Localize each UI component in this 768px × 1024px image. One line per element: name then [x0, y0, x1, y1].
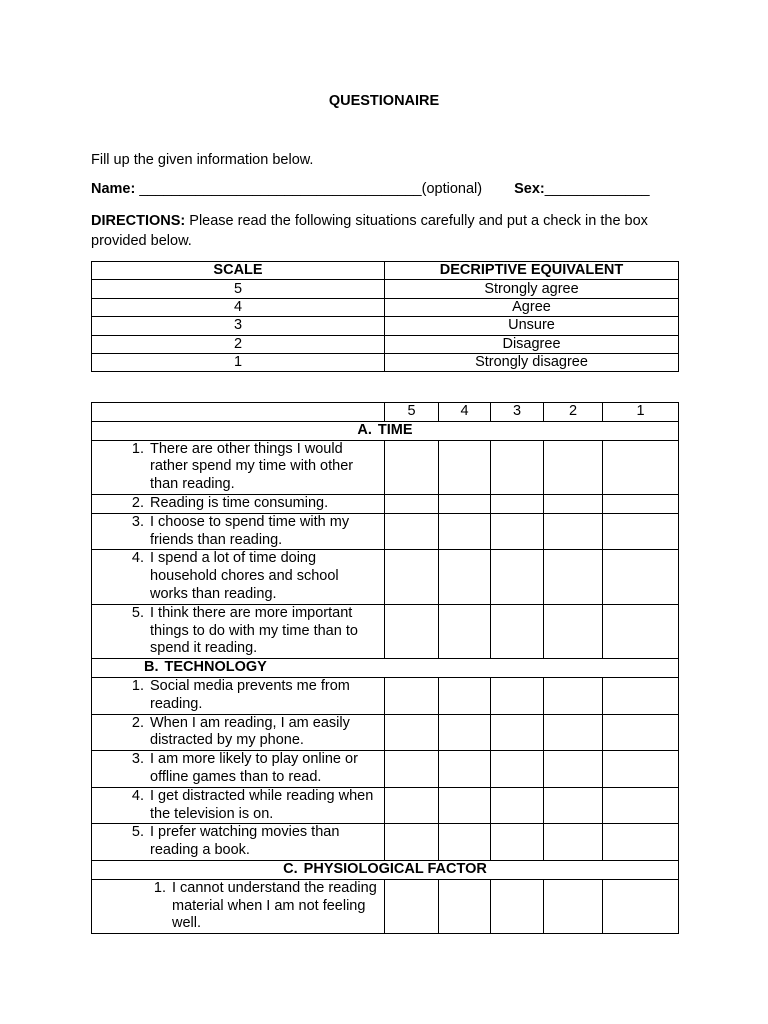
item-text: Social media prevents me from reading. [150, 677, 350, 712]
rating-box-3[interactable] [491, 879, 544, 933]
table-row [92, 751, 679, 788]
rating-box-4[interactable] [439, 751, 491, 788]
rating-box-2[interactable] [544, 550, 603, 604]
rating-box-2[interactable] [544, 513, 603, 550]
rating-box-1[interactable] [603, 879, 679, 933]
rating-box-2[interactable] [544, 824, 603, 861]
table-row [92, 513, 679, 550]
rating-box-5[interactable] [385, 787, 439, 824]
table-row [92, 317, 679, 335]
rating-box-4[interactable] [439, 714, 491, 751]
rating-box-3[interactable] [491, 677, 544, 714]
table-row [92, 824, 679, 861]
rating-header-3: 3 [491, 403, 544, 422]
rating-header-1: 1 [603, 403, 679, 422]
section-letter: A. [357, 421, 372, 438]
item-number: 5. [131, 824, 144, 841]
rating-box-3[interactable] [491, 714, 544, 751]
section-letter: C. [283, 860, 298, 877]
rating-box-5[interactable] [385, 824, 439, 861]
section-header-physiological [92, 860, 679, 879]
rating-box-1[interactable] [603, 714, 679, 751]
directions-text: Please read the following situations carefully and put a check in the box provided below. [91, 213, 648, 249]
table-row [92, 550, 679, 604]
item-text: I am more likely to play online or offline games than to read. [150, 751, 358, 785]
rating-box-5[interactable] [385, 714, 439, 751]
table-row [92, 714, 679, 751]
item-text: I spend a lot of time doing household chores and school works than reading. [150, 550, 339, 602]
rating-header-4: 4 [439, 403, 491, 422]
table-row [92, 353, 679, 371]
directions [91, 211, 681, 251]
item-text: I prefer watching movies than reading a book. [150, 824, 340, 859]
scale-value: 4 [92, 298, 385, 316]
table-row [92, 787, 679, 824]
section-title: PHYSIOLOGICAL FACTOR [303, 860, 487, 877]
rating-box-2[interactable] [544, 677, 603, 714]
rating-box-4[interactable] [439, 440, 491, 494]
optional-note: (optional) [421, 181, 483, 197]
rating-box-1[interactable] [603, 440, 679, 494]
scale-header: SCALE [92, 262, 385, 280]
item-number: 5. [131, 604, 144, 621]
page-title: QUESTIONAIRE [328, 93, 440, 109]
table-row [92, 494, 679, 513]
section-title: TECHNOLOGY [164, 659, 267, 676]
table-row [92, 879, 679, 933]
rating-box-4[interactable] [439, 824, 491, 861]
scale-value: 5 [92, 280, 385, 298]
item-text: Reading is time consuming. [150, 494, 329, 511]
rating-box-4[interactable] [439, 550, 491, 604]
item-number: 1. [131, 677, 144, 694]
rating-box-5[interactable] [385, 550, 439, 604]
rating-box-2[interactable] [544, 604, 603, 658]
rating-box-5[interactable] [385, 494, 439, 513]
scale-equivalent: Strongly disagree [385, 353, 679, 371]
name-sex-line [91, 181, 650, 197]
scale-equivalent: Unsure [385, 317, 679, 335]
rating-box-1[interactable] [603, 513, 679, 550]
rating-header-5: 5 [385, 403, 439, 422]
rating-box-3[interactable] [491, 440, 544, 494]
rating-box-5[interactable] [385, 513, 439, 550]
rating-box-2[interactable] [544, 440, 603, 494]
rating-box-2[interactable] [544, 751, 603, 788]
item-text: I think there are more important things to do with my time than to spend it reading. [150, 604, 358, 657]
rating-box-5[interactable] [385, 879, 439, 933]
item-text: There are other things I would rather spend my time with other than reading. [150, 440, 354, 493]
rating-box-3[interactable] [491, 604, 544, 658]
scale-table-header [92, 262, 679, 280]
rating-box-5[interactable] [385, 440, 439, 494]
table-row [92, 604, 679, 658]
rating-box-2[interactable] [544, 714, 603, 751]
rating-box-3[interactable] [491, 751, 544, 788]
rating-header-row [92, 403, 679, 422]
rating-box-3[interactable] [491, 550, 544, 604]
rating-box-3[interactable] [491, 494, 544, 513]
rating-box-2[interactable] [544, 879, 603, 933]
table-row [92, 677, 679, 714]
rating-box-5[interactable] [385, 677, 439, 714]
item-text: I cannot understand the reading material when I am not feeling well. [172, 879, 377, 932]
section-title: TIME [377, 421, 413, 438]
item-text: I get distracted while reading when the television is on. [150, 787, 374, 822]
scale-table [91, 261, 679, 372]
scale-value: 1 [92, 353, 385, 371]
sex-blank[interactable]: _____________ [544, 181, 650, 197]
item-number: 4. [131, 550, 144, 567]
item-number: 2. [131, 714, 144, 731]
table-row [92, 298, 679, 316]
rating-box-1[interactable] [603, 677, 679, 714]
item-number: 4. [131, 787, 144, 804]
rating-box-1[interactable] [603, 751, 679, 788]
rating-box-3[interactable] [491, 513, 544, 550]
questionnaire-table [91, 402, 679, 934]
rating-box-1[interactable] [603, 550, 679, 604]
equivalent-header: DECRIPTIVE EQUIVALENT [385, 262, 679, 280]
rating-box-2[interactable] [544, 494, 603, 513]
rating-box-3[interactable] [491, 787, 544, 824]
rating-box-1[interactable] [603, 824, 679, 861]
rating-box-4[interactable] [439, 604, 491, 658]
rating-box-1[interactable] [603, 787, 679, 824]
scale-equivalent: Strongly agree [385, 280, 679, 298]
table-row [92, 440, 679, 494]
item-number: 1. [131, 440, 144, 457]
item-number: 2. [131, 494, 144, 511]
section-header-technology [92, 659, 679, 678]
item-text: I choose to spend time with my friends than reading. [150, 513, 350, 548]
rating-box-3[interactable] [491, 824, 544, 861]
sex-label: Sex: [514, 181, 545, 197]
table-row [92, 335, 679, 353]
rating-box-4[interactable] [439, 494, 491, 513]
scale-value: 3 [92, 317, 385, 335]
item-number: 3. [131, 513, 144, 530]
rating-box-2[interactable] [544, 787, 603, 824]
rating-header-2: 2 [544, 403, 603, 422]
rating-box-4[interactable] [439, 879, 491, 933]
section-letter: B. [144, 659, 159, 676]
scale-equivalent: Agree [385, 298, 679, 316]
item-header-cell [92, 403, 385, 422]
directions-label: DIRECTIONS: [91, 213, 186, 229]
name-blank[interactable]: ___________________________________ [139, 181, 422, 197]
item-number: 1. [153, 879, 166, 896]
name-label: Name: [91, 181, 136, 197]
rating-box-1[interactable] [603, 604, 679, 658]
rating-box-4[interactable] [439, 787, 491, 824]
item-text: When I am reading, I am easily distracted by my phone. [150, 714, 350, 749]
rating-box-1[interactable] [603, 494, 679, 513]
table-row [92, 280, 679, 298]
rating-box-5[interactable] [385, 751, 439, 788]
item-number: 3. [131, 751, 144, 768]
scale-value: 2 [92, 335, 385, 353]
rating-box-4[interactable] [439, 677, 491, 714]
intro-text: Fill up the given information below. [91, 152, 314, 168]
scale-equivalent: Disagree [385, 335, 679, 353]
rating-box-4[interactable] [439, 513, 491, 550]
rating-box-5[interactable] [385, 604, 439, 658]
section-header-time [92, 421, 679, 440]
